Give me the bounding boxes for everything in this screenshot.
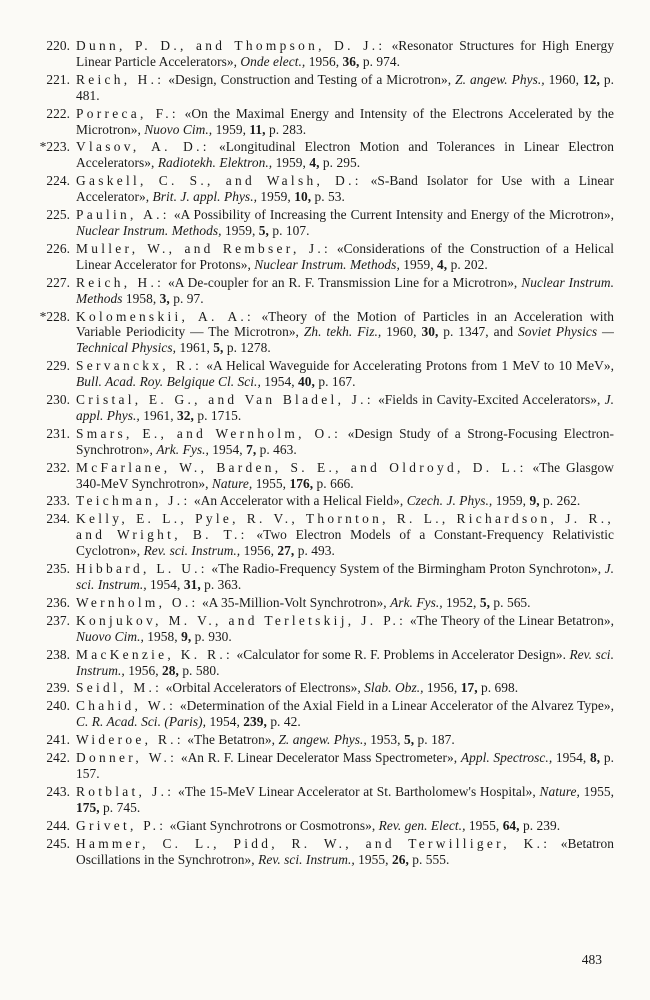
reference-authors: Hibbard, L. U.: xyxy=(76,561,208,577)
reference-entry xyxy=(26,784,614,816)
reference-authors: Kolomenskii, A. A.: xyxy=(76,308,255,324)
reference-authors: Wernholm, O.: xyxy=(76,594,199,610)
reference-volume: 5, xyxy=(479,594,490,610)
reference-number: 229. xyxy=(46,358,70,374)
reference-entry xyxy=(26,241,614,273)
reference-pages: p. 565. xyxy=(493,594,531,610)
reference-volume: 27, xyxy=(277,543,295,559)
reference-volume: 5, xyxy=(403,732,415,748)
reference-journal: Slab. Obz., xyxy=(364,680,424,696)
reference-year: 1956, xyxy=(308,53,340,69)
reference-pages: p. 239. xyxy=(522,817,561,833)
reference-pages: p. 493. xyxy=(297,543,335,559)
reference-authors: Porreca, F.: xyxy=(76,105,179,121)
reference-journal: Nuovo Cim., xyxy=(76,628,144,644)
reference-pages: p. 1347, and xyxy=(443,324,514,340)
reference-pages: p. 295. xyxy=(322,155,361,171)
reference-year: 1959, xyxy=(224,222,256,238)
page-number: 483 xyxy=(581,952,602,967)
reference-year: 1954, xyxy=(209,714,240,730)
reference-number: 243. xyxy=(46,783,70,799)
reference-journal: Radiotekh. Elektron., xyxy=(157,155,273,171)
reference-journal: Ark. Fys., xyxy=(390,594,443,610)
reference-year: 1958, xyxy=(125,290,157,306)
reference-authors: Rotblat, J.: xyxy=(76,783,175,799)
reference-number: 240. xyxy=(46,698,70,714)
reference-title: «On the Maximal Energy and Intensity of the Electrons Accelerated by the Microtron», xyxy=(76,105,614,137)
reference-year: 1958, xyxy=(147,628,178,644)
reference-volume: 3, xyxy=(159,290,170,306)
reference-year: 1954, xyxy=(555,750,587,766)
reference-journal: Bull. Acad. Roy. Belgique Cl. Sci., xyxy=(76,374,261,390)
reference-year: 1960, xyxy=(548,71,580,87)
reference-title: «An Accelerator with a Helical Field», xyxy=(193,493,404,509)
reference-year: 1956, xyxy=(426,680,458,696)
reference-year: 1956, xyxy=(128,662,159,678)
reference-authors: Kelly, E. L., Pyle, R. V., Thornton, R. L., Richardson, J. R., and Wright, B. T.: xyxy=(76,511,614,543)
reference-volume: 17, xyxy=(460,680,478,696)
reference-title: «The Radio-Frequency System of the Birmingham Proton Synchroton», xyxy=(211,561,602,577)
reference-journal: Rev. sci. Instrum., xyxy=(258,851,355,867)
reference-title: «Two Electron Models of a Constant-Frequency Relativistic Cyclotron», xyxy=(76,527,614,559)
reference-pages: p. 1715. xyxy=(197,407,242,423)
reference-year: 1955, xyxy=(468,817,500,833)
reference-volume: 4, xyxy=(309,155,320,171)
reference-title: «Fields in Cavity-Excited Accelerators», xyxy=(378,392,601,408)
reference-title: «Design Study of a Strong-Focusing Electron-Synchrotron», xyxy=(76,425,615,457)
reference-volume: 175, xyxy=(76,799,100,815)
reference-year: 1959, xyxy=(495,493,527,509)
reference-year: 1955, xyxy=(358,851,389,867)
reference-authors: Chahid, W.: xyxy=(76,698,177,714)
reference-year: 1959, xyxy=(215,121,246,137)
reference-title: «Determination of the Axial Field in a Linear Accelerator of the Alvarez Type», xyxy=(179,698,614,714)
reference-authors: Wideroe, R.: xyxy=(76,732,184,748)
reference-number: 220. xyxy=(46,38,70,53)
reference-authors: Dunn, P. D., and Thompson, D. J.: xyxy=(76,38,386,53)
reference-volume: 28, xyxy=(162,662,179,678)
reference-pages: p. 262. xyxy=(543,493,581,509)
reference-journal: Brit. J. appl. Phys., xyxy=(152,189,257,205)
reference-title: «An R. F. Linear Decelerator Mass Spectrometer», xyxy=(180,750,458,766)
reference-year: 1959, xyxy=(260,189,291,205)
reference-authors: Reich, H.: xyxy=(76,71,165,87)
reference-number: 236. xyxy=(46,594,70,610)
reference-number: 239. xyxy=(46,680,70,696)
reference-volume: 31, xyxy=(183,577,201,592)
reference-entry xyxy=(26,595,614,611)
reference-journal: Nuclear Instrum. Methods, xyxy=(76,222,222,238)
reference-pages: p. 202. xyxy=(450,256,488,272)
reference-pages: p. 167. xyxy=(318,374,356,390)
reference-title: «Considerations of the Construction of a Helical Linear Accelerator for Protons», xyxy=(76,240,614,272)
reference-journal: J. sci. Instrum., xyxy=(76,561,615,592)
reference-entry xyxy=(26,460,614,492)
reference-number: 237. xyxy=(46,612,70,628)
reference-pages: p. 481. xyxy=(76,71,615,103)
reference-authors: Cristal, E. G., and Van Bladel, J.: xyxy=(76,392,374,408)
reference-entry xyxy=(26,818,614,834)
reference-journal: Appl. Spectrosc., xyxy=(460,750,553,766)
reference-entry xyxy=(26,275,614,307)
reference-pages: p. 580. xyxy=(182,662,220,678)
reference-authors: MacKenzie, K. R.: xyxy=(76,646,234,662)
reference-title: «Calculator for some R. F. Problems in Accelerator Design». xyxy=(236,646,566,662)
reference-authors: Reich, H.: xyxy=(76,274,165,290)
reference-authors: Muller, W., and Rembser, J.: xyxy=(76,240,331,256)
reference-journal: Ark. Fys., xyxy=(156,441,209,457)
reference-journal: Z. angew. Phys., xyxy=(455,71,545,87)
reference-title: «The Glasgow 340-MeV Synchrotron», xyxy=(76,459,614,491)
reference-authors: Servanckx, R.: xyxy=(76,358,203,374)
reference-number: *223. xyxy=(39,139,70,155)
reference-year: 1961, xyxy=(143,407,174,423)
reference-authors: Donner, W.: xyxy=(76,750,178,766)
reference-year: 1954, xyxy=(212,441,243,457)
reference-title: «A Helical Waveguide for Accelerating Protons from 1 MeV to 10 MeV», xyxy=(206,358,614,374)
reference-volume: 32, xyxy=(177,407,194,423)
reference-authors: Seidl, M.: xyxy=(76,680,163,696)
reference-journal: Nuclear Instrum. Methods, xyxy=(254,256,400,272)
reference-title: «Design, Construction and Testing of a Microtron», xyxy=(168,71,452,87)
reference-journal: Zh. tekh. Fiz., xyxy=(303,324,382,340)
reference-pages: p. 555. xyxy=(412,851,450,867)
reference-entry xyxy=(26,139,614,171)
reference-pages: p. 157. xyxy=(76,750,614,781)
reference-volume: 4, xyxy=(437,256,448,272)
reference-number: 238. xyxy=(46,646,70,662)
reference-number: 235. xyxy=(46,561,70,577)
reference-entry xyxy=(26,647,614,679)
reference-pages: p. 974. xyxy=(362,53,401,69)
reference-title: «Theory of the Motion of Particles in an Acceleration with Variable Periodicity — The Microtron», xyxy=(76,308,615,340)
reference-number: 230. xyxy=(46,392,70,408)
reference-entry xyxy=(26,426,614,458)
reference-title: «The Betatron», xyxy=(187,732,276,748)
reference-pages: p. 363. xyxy=(204,577,242,592)
reference-volume: 9, xyxy=(529,493,540,509)
reference-entry xyxy=(26,358,614,390)
reference-list xyxy=(26,38,614,869)
reference-authors: Konjukov, M. V., and Terletskij, J. P.: xyxy=(76,612,407,628)
reference-volume-translation: 5, xyxy=(213,340,224,356)
reference-title: «A De-coupler for an R. F. Transmission Line for a Microtron», xyxy=(168,274,518,290)
reference-entry xyxy=(26,698,614,730)
reference-pages: p. 107. xyxy=(272,222,310,238)
reference-entry xyxy=(26,38,614,70)
reference-number: 226. xyxy=(46,240,70,256)
reference-pages: p. 283. xyxy=(268,121,307,137)
reference-year: 1954, xyxy=(264,374,295,390)
reference-journal: J. appl. Phys., xyxy=(76,392,614,423)
reference-year-translation: 1961, xyxy=(179,340,210,356)
reference-journal: Onde elect., xyxy=(240,53,306,69)
reference-year: 1955, xyxy=(255,475,287,491)
reference-volume: 30, xyxy=(421,324,439,340)
reference-pages: p. 53. xyxy=(314,189,345,205)
reference-pages: p. 97. xyxy=(173,290,204,306)
reference-entry xyxy=(26,680,614,696)
reference-title: «Giant Synchrotrons or Cosmotrons», xyxy=(169,817,376,833)
reference-authors: Teichman, J.: xyxy=(76,493,191,509)
reference-volume: 40, xyxy=(298,374,315,390)
reference-authors: Paulin, A.: xyxy=(76,207,170,223)
reference-journal: Rev. sci. Instrum., xyxy=(76,646,614,678)
reference-number: 221. xyxy=(46,71,70,87)
reference-volume: 12, xyxy=(583,71,600,87)
reference-year: 1959, xyxy=(275,155,306,171)
reference-year: 1953, xyxy=(370,732,401,748)
reference-volume: 8, xyxy=(589,750,601,766)
reference-number: 245. xyxy=(46,835,70,851)
reference-number: 233. xyxy=(46,493,70,509)
reference-journal: Z. angew. Phys., xyxy=(278,732,367,748)
reference-volume: 64, xyxy=(502,817,520,833)
reference-authors: Grivet, P.: xyxy=(76,817,167,833)
reference-entry xyxy=(26,561,614,593)
reference-entry xyxy=(26,173,614,205)
reference-pages: p. 930. xyxy=(194,628,232,644)
reference-title: «The Theory of the Linear Betatron», xyxy=(409,612,614,628)
reference-journal: Nuovo Cim., xyxy=(144,121,213,137)
reference-number: 242. xyxy=(46,750,70,766)
reference-volume: 7, xyxy=(246,441,257,457)
reference-entry xyxy=(26,392,614,424)
reference-number: *228. xyxy=(39,308,70,324)
reference-journal-translation: Soviet Physics — Technical Physics, xyxy=(76,324,615,356)
reference-title: «A 35-Million-Volt Synchrotron», xyxy=(201,594,387,610)
reference-authors: Vlasov, A. D.: xyxy=(76,139,210,155)
reference-pages: p. 42. xyxy=(270,714,301,730)
reference-authors: Hammer, C. L., Pidd, R. W., and Terwilliger, K.: xyxy=(76,835,551,851)
reference-number: 241. xyxy=(46,732,70,748)
reference-entry xyxy=(26,511,614,559)
reference-pages: p. 745. xyxy=(103,799,141,815)
reference-volume: 9, xyxy=(181,628,192,644)
reference-pages: p. 187. xyxy=(417,732,455,748)
reference-volume: 5, xyxy=(258,222,269,238)
reference-journal: C. R. Acad. Sci. (Paris), xyxy=(76,714,207,730)
reference-journal: Nature, xyxy=(211,475,253,491)
reference-number: 232. xyxy=(46,459,70,475)
reference-number: 244. xyxy=(46,817,70,833)
reference-volume: 239, xyxy=(243,714,267,730)
reference-title: «Resonator Structures for High Energy Linear Particle Accelerators», xyxy=(76,38,614,69)
reference-authors: Smars, E., and Wernholm, O.: xyxy=(76,425,342,441)
reference-pages: p. 698. xyxy=(481,680,519,696)
reference-year: 1959, xyxy=(403,256,434,272)
reference-year: 1955, xyxy=(583,783,614,799)
reference-journal: Czech. J. Phys., xyxy=(406,493,493,509)
reference-year: 1954, xyxy=(150,577,181,592)
reference-year: 1960, xyxy=(386,324,417,340)
reference-entry xyxy=(26,750,614,782)
reference-number: 224. xyxy=(46,173,70,189)
reference-number: 227. xyxy=(46,274,70,290)
reference-volume: 36, xyxy=(342,53,360,69)
reference-title: «A Possibility of Increasing the Current Intensity and Energy of the Microtron», xyxy=(173,207,614,223)
reference-number: 222. xyxy=(46,105,70,121)
reference-entry xyxy=(26,613,614,645)
reference-entry xyxy=(26,836,614,868)
reference-volume: 10, xyxy=(294,189,312,205)
reference-pages: p. 463. xyxy=(259,441,297,457)
reference-journal: Rev. sci. Instrum., xyxy=(143,543,241,559)
reference-entry xyxy=(26,309,614,357)
reference-journal: Rev. gen. Elect., xyxy=(378,817,466,833)
reference-entry xyxy=(26,732,614,748)
reference-authors: Gaskell, C. S., and Walsh, D.: xyxy=(76,173,362,189)
reference-title: «Betatron Oscillations in the Synchrotron», xyxy=(76,835,614,867)
reference-volume: 176, xyxy=(289,475,314,491)
reference-entry xyxy=(26,106,614,138)
reference-title: «S-Band Isolator for Use with a Linear Accelerator», xyxy=(76,173,614,205)
reference-pages: p. 666. xyxy=(316,475,354,491)
reference-title: «Orbital Accelerators of Electrons», xyxy=(165,680,361,696)
reference-entry xyxy=(26,493,614,509)
reference-journal: Nuclear Instrum. Methods xyxy=(76,274,614,306)
reference-entry xyxy=(26,72,614,104)
reference-number: 225. xyxy=(46,207,70,223)
reference-title: «The 15-MeV Linear Accelerator at St. Bartholomew's Hospital», xyxy=(177,783,536,799)
reference-year: 1956, xyxy=(243,543,275,559)
reference-number: 234. xyxy=(46,511,70,527)
reference-pages-translation: p. 1278. xyxy=(226,340,271,356)
reference-title: «Longitudinal Electron Motion and Tolerances in Linear Electron Accelerators», xyxy=(76,139,614,171)
reference-year: 1952, xyxy=(446,594,477,610)
reference-entry xyxy=(26,207,614,239)
reference-volume: 26, xyxy=(391,851,409,867)
reference-volume: 11, xyxy=(249,121,266,137)
reference-journal: Nature, xyxy=(539,783,580,799)
reference-authors: McFarlane, W., Barden, S. E., and Oldroyd, D. L.: xyxy=(76,459,527,475)
reference-number: 231. xyxy=(46,425,70,441)
